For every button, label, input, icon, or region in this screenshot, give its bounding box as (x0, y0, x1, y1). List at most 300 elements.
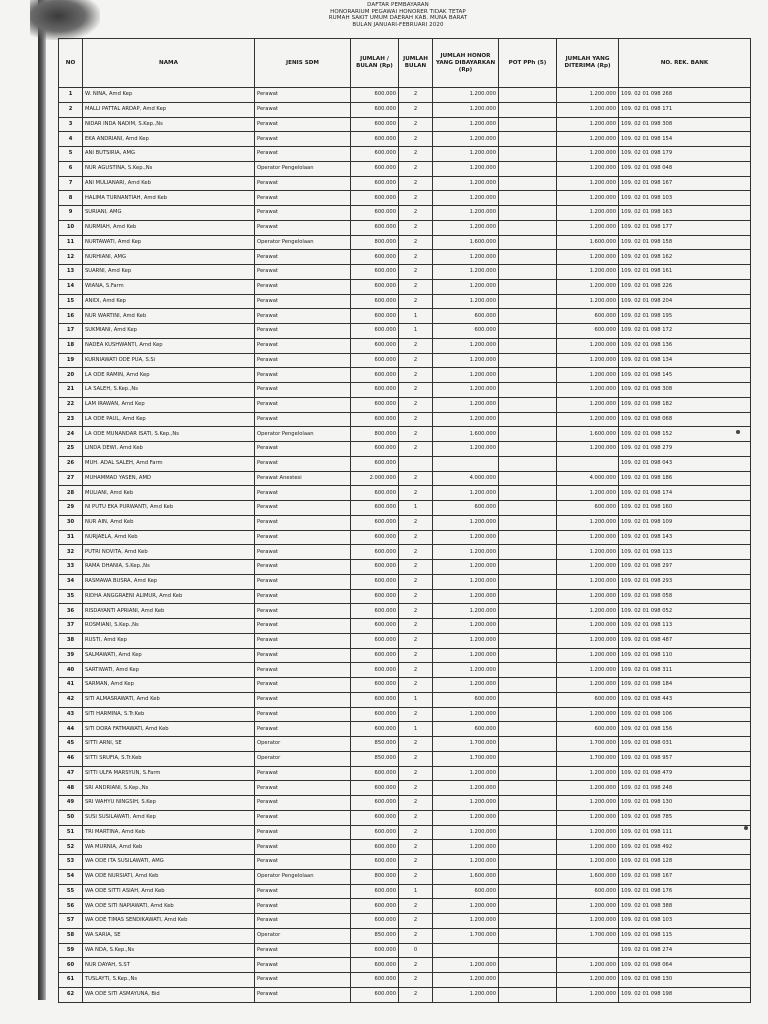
row-jumlah-bulan: 2 (399, 353, 433, 368)
row-jumlah-per-bulan: 600.000 (351, 324, 399, 339)
row-nama: RUSTI, Amd Kep (83, 633, 255, 648)
row-nama: RISDAYANTI APRIANI, Amd Keb (83, 604, 255, 619)
table-row (59, 589, 751, 604)
row-nama: ANIDI, Amd Kep (83, 294, 255, 309)
row-no: 14 (59, 279, 83, 294)
row-no-rek-bank: 109. 02 01 098 172 (619, 324, 751, 339)
table-row (59, 692, 751, 707)
row-jenis-sdm: Perawat (255, 368, 351, 383)
row-jumlah-bulan: 2 (399, 486, 433, 501)
row-jumlah-per-bulan: 600.000 (351, 589, 399, 604)
row-jumlah-per-bulan: 600.000 (351, 545, 399, 560)
table-row (59, 722, 751, 737)
row-honor-dibayarkan: 1.200.000 (433, 530, 499, 545)
row-no-rek-bank: 109. 02 01 098 134 (619, 353, 751, 368)
row-jumlah-per-bulan: 600.000 (351, 663, 399, 678)
row-honor-dibayarkan: 1.200.000 (433, 176, 499, 191)
row-pot-pph (499, 530, 557, 545)
row-nama: NUR DAYAH, S.ST (83, 958, 255, 973)
scan-shadow-edge (38, 0, 46, 1000)
row-jumlah-bulan: 2 (399, 973, 433, 988)
row-no-rek-bank: 109. 02 01 098 479 (619, 766, 751, 781)
row-jumlah-per-bulan: 600.000 (351, 220, 399, 235)
row-honor-dibayarkan: 1.200.000 (433, 619, 499, 634)
row-jenis-sdm: Perawat (255, 397, 351, 412)
table-row (59, 206, 751, 221)
table-row (59, 781, 751, 796)
row-jumlah-bulan: 2 (399, 102, 433, 117)
row-jumlah-per-bulan: 600.000 (351, 368, 399, 383)
row-jumlah-bulan: 2 (399, 442, 433, 457)
row-jumlah-diterima: 1.200.000 (557, 589, 619, 604)
row-jumlah-diterima: 1.200.000 (557, 117, 619, 132)
row-pot-pph (499, 766, 557, 781)
row-jumlah-diterima: 1.700.000 (557, 928, 619, 943)
row-jenis-sdm: Perawat (255, 648, 351, 663)
table-row (59, 235, 751, 250)
row-honor-dibayarkan: 1.200.000 (433, 147, 499, 162)
row-jenis-sdm: Perawat (255, 958, 351, 973)
row-no: 56 (59, 899, 83, 914)
row-pot-pph (499, 545, 557, 560)
row-no: 48 (59, 781, 83, 796)
row-nama: SARTIWATI, Amd Kep (83, 663, 255, 678)
row-pot-pph (499, 442, 557, 457)
row-honor-dibayarkan: 1.200.000 (433, 412, 499, 427)
row-no: 50 (59, 810, 83, 825)
table-row (59, 973, 751, 988)
row-no: 62 (59, 987, 83, 1002)
row-nama: SUARNI, Amd Kep (83, 265, 255, 280)
row-jumlah-bulan: 2 (399, 914, 433, 929)
row-honor-dibayarkan: 1.200.000 (433, 102, 499, 117)
table-row (59, 161, 751, 176)
row-jumlah-bulan: 2 (399, 589, 433, 604)
row-jumlah-bulan: 2 (399, 825, 433, 840)
row-jenis-sdm: Perawat (255, 132, 351, 147)
row-no-rek-bank: 109. 02 01 098 274 (619, 943, 751, 958)
row-nama: WA ODE TIMAS SENDIKAWATI, Amd Keb (83, 914, 255, 929)
table-row (59, 958, 751, 973)
row-nama: RIDHA ANGGRAENI ALIMUR, Amd Keb (83, 589, 255, 604)
row-jumlah-per-bulan: 600.000 (351, 383, 399, 398)
row-pot-pph (499, 825, 557, 840)
row-pot-pph (499, 958, 557, 973)
row-jumlah-per-bulan: 600.000 (351, 117, 399, 132)
row-jumlah-per-bulan: 600.000 (351, 206, 399, 221)
row-jenis-sdm: Operator (255, 737, 351, 752)
row-pot-pph (499, 397, 557, 412)
table-row (59, 265, 751, 280)
row-honor-dibayarkan: 1.200.000 (433, 545, 499, 560)
row-jumlah-bulan: 1 (399, 692, 433, 707)
row-jumlah-per-bulan: 600.000 (351, 810, 399, 825)
row-honor-dibayarkan: 1.200.000 (433, 810, 499, 825)
row-pot-pph (499, 279, 557, 294)
row-jumlah-bulan: 2 (399, 958, 433, 973)
table-row (59, 914, 751, 929)
row-jumlah-diterima: 1.200.000 (557, 265, 619, 280)
row-honor-dibayarkan: 600.000 (433, 309, 499, 324)
row-no: 46 (59, 751, 83, 766)
row-jumlah-bulan: 2 (399, 471, 433, 486)
row-pot-pph (499, 368, 557, 383)
row-no: 28 (59, 486, 83, 501)
row-jumlah-bulan: 2 (399, 545, 433, 560)
row-no: 4 (59, 132, 83, 147)
row-no-rek-bank: 109. 02 01 098 174 (619, 486, 751, 501)
table-row (59, 294, 751, 309)
row-no-rek-bank: 109. 02 01 098 052 (619, 604, 751, 619)
row-pot-pph (499, 781, 557, 796)
row-jenis-sdm: Perawat (255, 486, 351, 501)
row-jumlah-bulan: 2 (399, 781, 433, 796)
row-no-rek-bank: 109. 02 01 098 308 (619, 383, 751, 398)
row-jumlah-per-bulan: 600.000 (351, 987, 399, 1002)
table-row (59, 324, 751, 339)
table-row (59, 574, 751, 589)
row-jumlah-diterima: 1.600.000 (557, 235, 619, 250)
row-jumlah-diterima: 1.200.000 (557, 604, 619, 619)
row-jumlah-diterima: 1.200.000 (557, 515, 619, 530)
row-nama: NUR WARTINI, Amd Keb (83, 309, 255, 324)
row-honor-dibayarkan: 600.000 (433, 692, 499, 707)
row-no-rek-bank: 109. 02 01 098 130 (619, 796, 751, 811)
row-no: 3 (59, 117, 83, 132)
row-jumlah-diterima: 600.000 (557, 309, 619, 324)
row-no: 61 (59, 973, 83, 988)
row-jumlah-per-bulan: 600.000 (351, 279, 399, 294)
row-no-rek-bank: 109. 02 01 098 156 (619, 722, 751, 737)
row-jenis-sdm: Perawat (255, 619, 351, 634)
row-jumlah-diterima: 1.200.000 (557, 855, 619, 870)
row-jumlah-diterima: 1.700.000 (557, 751, 619, 766)
row-jumlah-bulan: 2 (399, 383, 433, 398)
row-jumlah-diterima: 1.200.000 (557, 102, 619, 117)
table-row (59, 309, 751, 324)
row-no: 22 (59, 397, 83, 412)
row-jumlah-bulan: 2 (399, 869, 433, 884)
row-jumlah-per-bulan: 600.000 (351, 161, 399, 176)
row-jenis-sdm: Operator Pengelolaan (255, 427, 351, 442)
row-honor-dibayarkan: 1.200.000 (433, 958, 499, 973)
row-pot-pph (499, 855, 557, 870)
row-honor-dibayarkan (433, 456, 499, 471)
row-jumlah-bulan: 1 (399, 324, 433, 339)
row-jumlah-diterima: 1.600.000 (557, 427, 619, 442)
row-no-rek-bank: 109. 02 01 098 163 (619, 206, 751, 221)
row-jumlah-diterima: 1.200.000 (557, 840, 619, 855)
row-jenis-sdm: Perawat (255, 722, 351, 737)
row-honor-dibayarkan: 600.000 (433, 501, 499, 516)
row-jumlah-diterima: 1.200.000 (557, 958, 619, 973)
row-jumlah-diterima: 600.000 (557, 501, 619, 516)
row-jumlah-per-bulan: 600.000 (351, 678, 399, 693)
row-jumlah-per-bulan: 850.000 (351, 737, 399, 752)
row-nama: HALIMA TURNANTIAH, Amd Keb (83, 191, 255, 206)
row-jumlah-per-bulan: 850.000 (351, 928, 399, 943)
row-no: 58 (59, 928, 83, 943)
row-jumlah-diterima: 1.200.000 (557, 338, 619, 353)
row-no: 59 (59, 943, 83, 958)
row-jumlah-bulan: 2 (399, 840, 433, 855)
row-jumlah-bulan: 1 (399, 884, 433, 899)
row-nama: WA MURNIA, Amd Keb (83, 840, 255, 855)
row-jumlah-per-bulan: 600.000 (351, 442, 399, 457)
row-pot-pph (499, 560, 557, 575)
col-header-jumlah-per-bulan: JUMLAH / BULAN (Rp) (351, 39, 399, 88)
table-row (59, 353, 751, 368)
table-row (59, 855, 751, 870)
row-no-rek-bank: 109. 02 01 098 058 (619, 589, 751, 604)
row-nama: LA ODE PAUL, Amd Kep (83, 412, 255, 427)
row-jenis-sdm: Operator Pengelolaan (255, 161, 351, 176)
row-jumlah-bulan: 2 (399, 928, 433, 943)
row-nama: LA SALEH, S.Kep.,Ns (83, 383, 255, 398)
row-honor-dibayarkan: 1.200.000 (433, 191, 499, 206)
row-jumlah-diterima: 1.200.000 (557, 648, 619, 663)
row-jumlah-bulan: 2 (399, 117, 433, 132)
row-pot-pph (499, 191, 557, 206)
row-nama: SITI DORA FATMAWATI, Amd Keb (83, 722, 255, 737)
row-no-rek-bank: 109. 02 01 098 184 (619, 678, 751, 693)
row-jumlah-bulan: 2 (399, 796, 433, 811)
row-no-rek-bank: 109. 02 01 098 171 (619, 102, 751, 117)
row-no-rek-bank: 109. 02 01 098 268 (619, 88, 751, 103)
row-jumlah-diterima: 1.200.000 (557, 987, 619, 1002)
row-no: 32 (59, 545, 83, 560)
row-pot-pph (499, 88, 557, 103)
row-no: 60 (59, 958, 83, 973)
row-honor-dibayarkan: 1.600.000 (433, 235, 499, 250)
row-no: 7 (59, 176, 83, 191)
row-pot-pph (499, 914, 557, 929)
table-row (59, 471, 751, 486)
row-no-rek-bank: 109. 02 01 098 048 (619, 161, 751, 176)
row-no: 38 (59, 633, 83, 648)
row-jumlah-diterima: 1.200.000 (557, 412, 619, 427)
row-honor-dibayarkan: 1.200.000 (433, 914, 499, 929)
table-row (59, 943, 751, 958)
row-jumlah-bulan: 2 (399, 648, 433, 663)
row-jumlah-diterima: 1.200.000 (557, 486, 619, 501)
row-jumlah-diterima: 1.200.000 (557, 766, 619, 781)
row-pot-pph (499, 117, 557, 132)
row-jumlah-per-bulan: 600.000 (351, 855, 399, 870)
row-jumlah-bulan: 2 (399, 279, 433, 294)
row-jumlah-per-bulan: 600.000 (351, 825, 399, 840)
scan-speck (744, 826, 748, 830)
row-jumlah-per-bulan: 600.000 (351, 132, 399, 147)
row-nama: EKA ANDRIANI, Amd Kep (83, 132, 255, 147)
row-jenis-sdm: Perawat (255, 810, 351, 825)
row-jenis-sdm: Perawat (255, 147, 351, 162)
row-no-rek-bank: 109. 02 01 098 311 (619, 663, 751, 678)
row-pot-pph (499, 309, 557, 324)
row-jumlah-per-bulan: 600.000 (351, 176, 399, 191)
row-honor-dibayarkan: 1.200.000 (433, 663, 499, 678)
col-header-no-rek-bank: NO. REK. BANK (619, 39, 751, 88)
table-row (59, 117, 751, 132)
row-honor-dibayarkan: 1.200.000 (433, 383, 499, 398)
row-no-rek-bank: 109. 02 01 098 198 (619, 987, 751, 1002)
row-nama: RASMAWA BUSRA, Amd Kep (83, 574, 255, 589)
row-jenis-sdm: Perawat (255, 117, 351, 132)
row-pot-pph (499, 692, 557, 707)
row-jumlah-per-bulan: 600.000 (351, 265, 399, 280)
row-jumlah-diterima: 1.200.000 (557, 914, 619, 929)
row-honor-dibayarkan: 1.200.000 (433, 648, 499, 663)
table-header-row (59, 39, 751, 88)
row-jumlah-per-bulan: 600.000 (351, 914, 399, 929)
row-jumlah-diterima: 600.000 (557, 324, 619, 339)
row-no-rek-bank: 109. 02 01 098 160 (619, 501, 751, 516)
row-no: 12 (59, 250, 83, 265)
row-jenis-sdm: Perawat (255, 530, 351, 545)
row-nama: LA ODE MUNANDAR ISATI, S.Kep.,Ns (83, 427, 255, 442)
row-pot-pph (499, 220, 557, 235)
row-jenis-sdm: Perawat (255, 324, 351, 339)
table-row (59, 560, 751, 575)
table-row (59, 279, 751, 294)
row-pot-pph (499, 884, 557, 899)
row-nama: WA ODE ITA SUSILAWATI, AMG (83, 855, 255, 870)
table-row (59, 368, 751, 383)
row-jumlah-per-bulan: 600.000 (351, 766, 399, 781)
table-row (59, 102, 751, 117)
row-jumlah-per-bulan: 600.000 (351, 604, 399, 619)
row-no-rek-bank: 109. 02 01 098 103 (619, 914, 751, 929)
row-no: 26 (59, 456, 83, 471)
row-jenis-sdm: Operator (255, 751, 351, 766)
row-nama: NURTAWATI, Amd Kep (83, 235, 255, 250)
table-row (59, 766, 751, 781)
row-jumlah-diterima: 1.200.000 (557, 250, 619, 265)
table-row (59, 707, 751, 722)
row-jumlah-bulan: 2 (399, 265, 433, 280)
table-row (59, 810, 751, 825)
row-nama: TUSLAYTI, S.Kep.,Ns (83, 973, 255, 988)
row-pot-pph (499, 353, 557, 368)
row-nama: SITTI ULFA MARSYUN, S.Farm (83, 766, 255, 781)
row-no-rek-bank: 109. 02 01 098 177 (619, 220, 751, 235)
row-nama: SITI HARMINA, S.Tr.Keb (83, 707, 255, 722)
row-no: 29 (59, 501, 83, 516)
row-no-rek-bank: 109. 02 01 098 043 (619, 456, 751, 471)
row-jumlah-bulan: 2 (399, 810, 433, 825)
row-honor-dibayarkan: 1.200.000 (433, 604, 499, 619)
row-jenis-sdm: Perawat (255, 102, 351, 117)
header-line: HONORARIUM PEGAWAI HONORER TIDAK TETAP (330, 8, 466, 15)
row-jumlah-per-bulan: 600.000 (351, 560, 399, 575)
row-jumlah-bulan: 2 (399, 206, 433, 221)
table-row (59, 191, 751, 206)
row-no-rek-bank: 109. 02 01 098 115 (619, 928, 751, 943)
row-jumlah-per-bulan: 600.000 (351, 633, 399, 648)
row-no: 19 (59, 353, 83, 368)
row-nama: TRI MARTINA, Amd Keb (83, 825, 255, 840)
header-line: RUMAH SAKIT UMUM DAERAH KAB. MUNA BARAT (328, 15, 468, 22)
row-jumlah-diterima: 1.200.000 (557, 383, 619, 398)
row-pot-pph (499, 206, 557, 221)
row-nama: ROSMIANI, S.Kep.,Ns (83, 619, 255, 634)
table-row (59, 147, 751, 162)
row-no: 42 (59, 692, 83, 707)
row-no-rek-bank: 109. 02 01 098 031 (619, 737, 751, 752)
row-jenis-sdm: Perawat (255, 265, 351, 280)
row-no: 51 (59, 825, 83, 840)
row-honor-dibayarkan: 1.200.000 (433, 796, 499, 811)
row-no-rek-bank: 109. 02 01 098 158 (619, 235, 751, 250)
row-jumlah-per-bulan: 600.000 (351, 456, 399, 471)
row-pot-pph (499, 501, 557, 516)
table-row (59, 456, 751, 471)
row-no: 24 (59, 427, 83, 442)
row-honor-dibayarkan: 1.200.000 (433, 279, 499, 294)
row-jumlah-bulan: 0 (399, 943, 433, 958)
row-no-rek-bank: 109. 02 01 098 064 (619, 958, 751, 973)
row-jumlah-diterima: 1.200.000 (557, 279, 619, 294)
row-no: 31 (59, 530, 83, 545)
row-no: 11 (59, 235, 83, 250)
row-jumlah-diterima: 1.200.000 (557, 206, 619, 221)
row-jumlah-diterima: 1.200.000 (557, 132, 619, 147)
table-row (59, 88, 751, 103)
row-nama: SALMAWATI, Amd Kep (83, 648, 255, 663)
row-no-rek-bank: 109. 02 01 098 176 (619, 884, 751, 899)
row-jumlah-diterima (557, 456, 619, 471)
row-jumlah-bulan: 2 (399, 751, 433, 766)
table-row (59, 663, 751, 678)
row-jenis-sdm: Perawat (255, 560, 351, 575)
row-jumlah-per-bulan: 600.000 (351, 574, 399, 589)
row-jumlah-per-bulan: 600.000 (351, 884, 399, 899)
row-honor-dibayarkan: 1.200.000 (433, 633, 499, 648)
row-no: 25 (59, 442, 83, 457)
row-honor-dibayarkan: 1.200.000 (433, 397, 499, 412)
row-honor-dibayarkan: 1.600.000 (433, 869, 499, 884)
row-honor-dibayarkan: 1.200.000 (433, 574, 499, 589)
table-row (59, 619, 751, 634)
table-row (59, 796, 751, 811)
row-no-rek-bank: 109. 02 01 098 167 (619, 176, 751, 191)
row-jenis-sdm: Perawat (255, 707, 351, 722)
table-row (59, 397, 751, 412)
row-nama: SITTI SRUFIA, S.Tr.Keb (83, 751, 255, 766)
row-honor-dibayarkan: 1.200.000 (433, 855, 499, 870)
row-honor-dibayarkan: 1.200.000 (433, 88, 499, 103)
row-pot-pph (499, 338, 557, 353)
row-no-rek-bank: 109. 02 01 098 957 (619, 751, 751, 766)
row-no: 6 (59, 161, 83, 176)
row-honor-dibayarkan: 1.200.000 (433, 899, 499, 914)
row-nama: NUR AIN, Amd Keb (83, 515, 255, 530)
row-jumlah-diterima: 1.200.000 (557, 442, 619, 457)
row-honor-dibayarkan: 4.000.000 (433, 471, 499, 486)
table-row (59, 545, 751, 560)
row-no-rek-bank: 109. 02 01 098 143 (619, 530, 751, 545)
row-nama: WA NDA, S.Kep.,Ns (83, 943, 255, 958)
row-jumlah-diterima: 1.200.000 (557, 353, 619, 368)
row-nama: SUKMIANI, Amd Kep (83, 324, 255, 339)
row-jumlah-per-bulan: 600.000 (351, 707, 399, 722)
row-jenis-sdm: Perawat (255, 943, 351, 958)
row-nama: WIANA, S.Farm (83, 279, 255, 294)
row-pot-pph (499, 250, 557, 265)
row-jenis-sdm: Perawat (255, 633, 351, 648)
row-no-rek-bank: 109. 02 01 098 152 (619, 427, 751, 442)
row-nama: RAMA DHANIA, S.Kep.,Ns (83, 560, 255, 575)
